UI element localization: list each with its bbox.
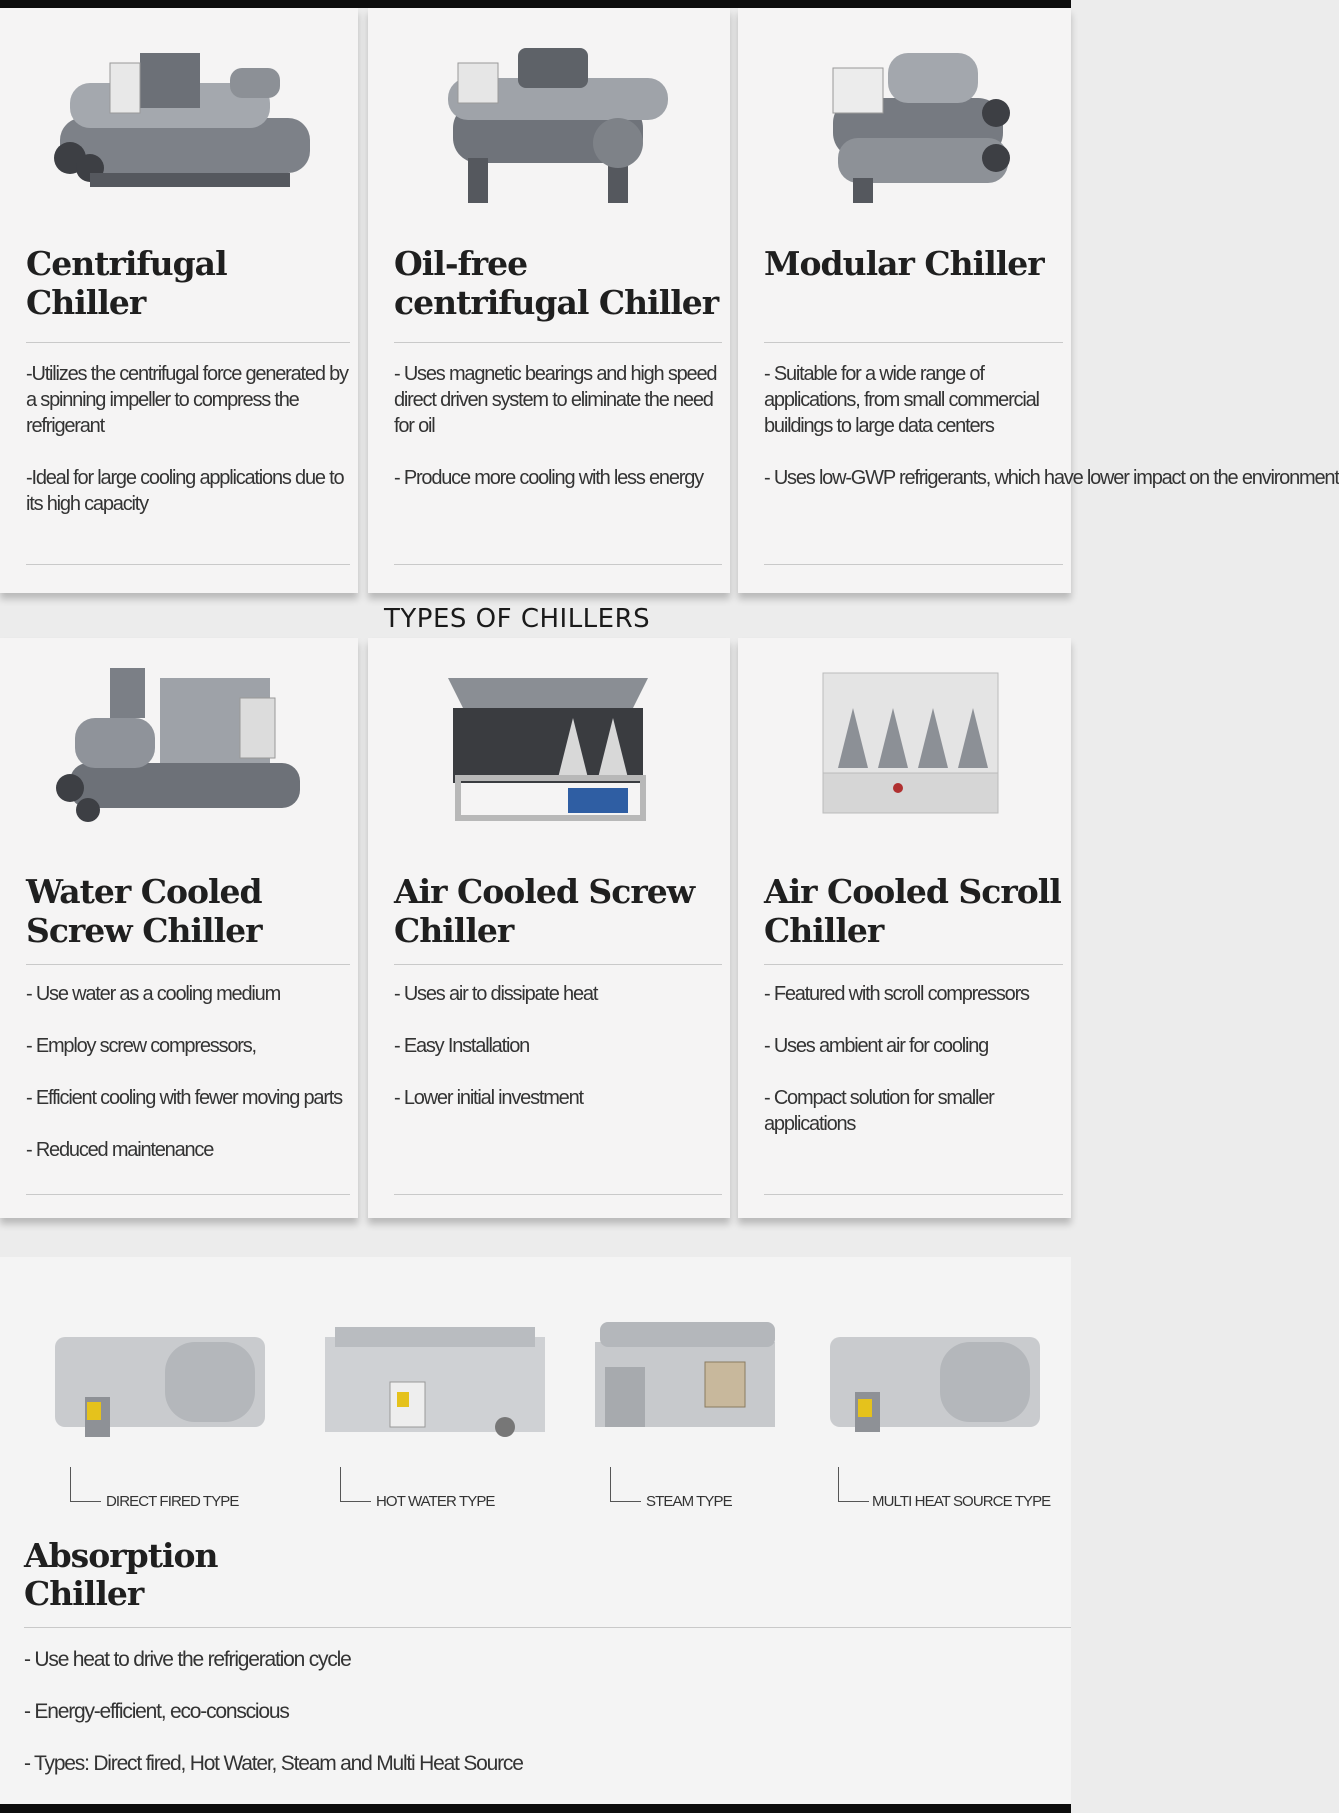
card-body	[394, 361, 730, 517]
bullet: - Uses low-GWP refrigerants, which have lower impact on the environment	[764, 467, 1339, 489]
caption-leader	[340, 1467, 371, 1502]
top-border	[0, 0, 1071, 8]
bullet: - Reduced maintenance	[26, 1139, 214, 1161]
caption-leader	[838, 1467, 869, 1502]
multi-heat-source-unit-image	[810, 1307, 1060, 1457]
divider	[764, 964, 1063, 965]
divider	[394, 964, 722, 965]
bullet: - Use heat to drive the refrigeration cycle	[24, 1648, 351, 1671]
air-cooled-screw-chiller-image	[368, 638, 730, 848]
bullet: - Use water as a cooling medium	[26, 983, 281, 1005]
bullet: - Employ screw compressors,	[26, 1035, 256, 1057]
card-air-cooled-scroll	[738, 638, 1071, 1218]
steam-unit-image	[585, 1307, 835, 1457]
card-title: Air Cooled Scroll Chiller	[764, 872, 1061, 950]
bullet: - Uses magnetic bearings and high speed direct driven system to eliminate the need for oil	[394, 363, 717, 437]
centrifugal-chiller-image	[0, 8, 358, 218]
divider	[764, 342, 1063, 343]
air-cooled-scroll-chiller-image	[738, 638, 1071, 848]
water-cooled-screw-chiller-image	[0, 638, 358, 848]
bullet: - Uses ambient air for cooling	[764, 1035, 989, 1057]
hot-water-unit-image	[315, 1307, 565, 1457]
divider	[26, 564, 350, 565]
card-title: Modular Chiller	[764, 244, 1044, 283]
card-body	[764, 361, 1339, 517]
caption-leader	[610, 1467, 641, 1502]
bullet: - Compact solution for smaller applications	[764, 1087, 994, 1135]
card-centrifugal	[0, 8, 358, 593]
absorption-title: Absorption Chiller	[24, 1536, 218, 1613]
absorption-section	[0, 1257, 1071, 1804]
bullet: - Produce more cooling with less energy	[394, 467, 703, 489]
section-heading: TYPES OF CHILLERS	[384, 604, 651, 634]
direct-fired-unit-image	[35, 1307, 285, 1457]
divider	[26, 342, 350, 343]
bottom-border	[0, 1804, 1071, 1813]
card-body	[26, 981, 358, 1189]
card-title: Centrifugal Chiller	[26, 244, 227, 322]
card-title: Oil-free centrifugal Chiller	[394, 244, 719, 322]
unit-caption: DIRECT FIRED TYPE	[106, 1493, 239, 1510]
bullet: -Ideal for large cooling applications due to its high capacity	[26, 467, 344, 515]
caption-leader	[70, 1467, 101, 1502]
absorption-body	[24, 1647, 523, 1803]
card-oil-free-centrifugal	[368, 8, 730, 593]
unit-caption: STEAM TYPE	[646, 1493, 732, 1510]
card-air-cooled-screw	[368, 638, 730, 1218]
bullet: - Lower initial investment	[394, 1087, 583, 1109]
card-title: Water Cooled Screw Chiller	[26, 872, 262, 950]
divider	[764, 564, 1063, 565]
card-body	[764, 981, 1071, 1163]
bullet: - Efficient cooling with fewer moving parts	[26, 1087, 342, 1109]
divider	[394, 564, 722, 565]
divider	[24, 1627, 1071, 1628]
divider	[26, 964, 350, 965]
card-title: Air Cooled Screw Chiller	[394, 872, 695, 950]
bullet: -Utilizes the centrifugal force generated by a spinning impeller to compress the refrigerant	[26, 363, 348, 437]
divider	[394, 342, 722, 343]
bullet: - Featured with scroll compressors	[764, 983, 1029, 1005]
bullet: - Easy Installation	[394, 1035, 530, 1057]
oil-free-centrifugal-chiller-image	[368, 8, 730, 218]
card-modular	[738, 8, 1339, 593]
card-body	[394, 981, 730, 1137]
bullet: - Types: Direct fired, Hot Water, Steam and Multi Heat Source	[24, 1752, 523, 1775]
card-water-cooled-screw	[0, 638, 358, 1218]
unit-caption: HOT WATER TYPE	[376, 1493, 495, 1510]
divider	[764, 1194, 1063, 1195]
bullet: - Uses air to dissipate heat	[394, 983, 598, 1005]
card-body	[26, 361, 358, 543]
modular-chiller-image	[738, 8, 1071, 218]
divider	[26, 1194, 350, 1195]
divider	[394, 1194, 722, 1195]
unit-caption: MULTI HEAT SOURCE TYPE	[872, 1493, 1051, 1510]
bullet: - Suitable for a wide range of applications, from small commercial buildings to large data centers	[764, 363, 1039, 437]
bullet: - Energy-efficient, eco-conscious	[24, 1700, 289, 1723]
